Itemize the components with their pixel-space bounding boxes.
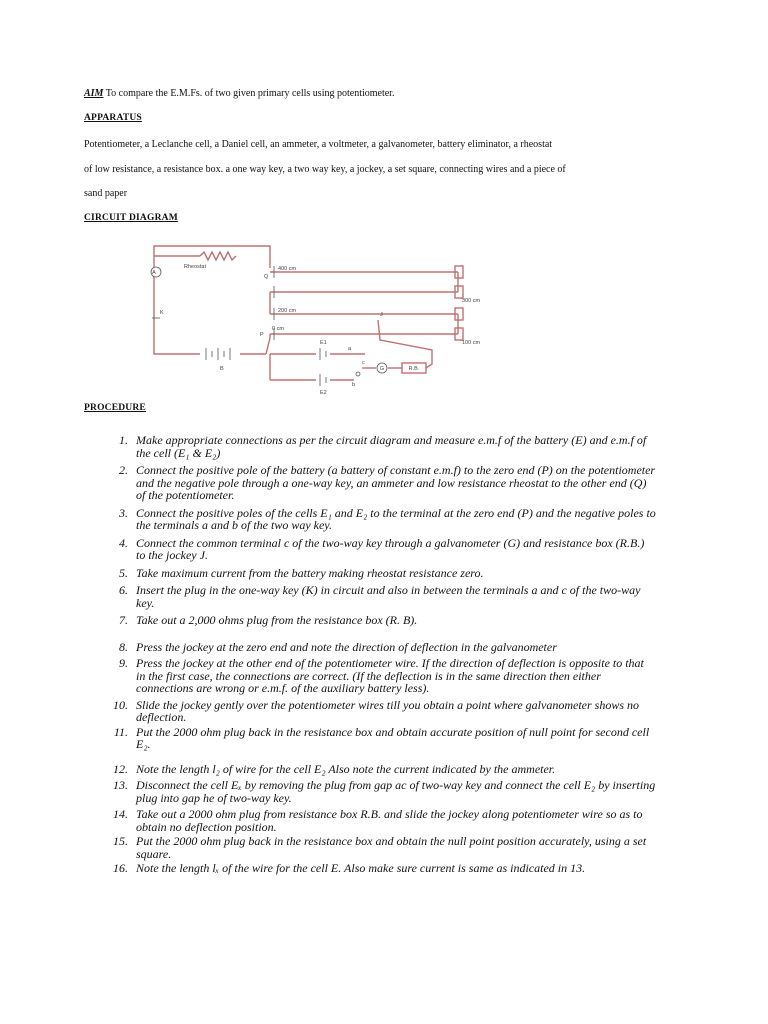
cell-e1-label: E1 bbox=[320, 340, 327, 346]
step-number: 8. bbox=[119, 639, 128, 654]
procedure-heading: PROCEDURE bbox=[84, 403, 146, 413]
apparatus-line-2: of low resistance, a resistance box. a one way key, a two way key, a jockey, a set square, connecting wires and a piece of bbox=[84, 164, 566, 175]
step-text: Disconnect the cell Eₓ by removing the plug from gap ac of two-way key and connect the cell E₂ by inserting plug into gap he of two-way key. bbox=[136, 778, 656, 805]
apparatus-heading: APPARATUS bbox=[84, 113, 142, 123]
step-number: 9. bbox=[119, 656, 128, 670]
label-0cm: 0 cm bbox=[272, 326, 284, 332]
wire-p-junction bbox=[266, 334, 270, 354]
procedure-step bbox=[96, 641, 656, 654]
wire-top bbox=[154, 246, 270, 272]
step-number: 5. bbox=[119, 565, 128, 580]
step-text: Insert the plug in the one-way key (K) in circuit and also in between the terminals a and c of the two-way key. bbox=[136, 583, 641, 610]
step-number: 4. bbox=[119, 535, 128, 550]
terminal-c bbox=[356, 372, 360, 376]
step-text: Take out a 2000 ohm plug from resistance box R.B. and slide the jockey along potentiometer wire so as to obtain no deflection position. bbox=[136, 807, 643, 834]
ammeter-label: A bbox=[152, 270, 156, 276]
aim-line bbox=[84, 88, 394, 99]
procedure-step bbox=[96, 835, 656, 860]
jockey-label: J bbox=[380, 312, 383, 318]
procedure-step bbox=[96, 779, 656, 804]
cell-e2-label: E2 bbox=[320, 390, 327, 396]
point-p-label: P bbox=[260, 332, 264, 338]
step-text: Make appropriate connections as per the circuit diagram and measure e.m.f of the battery (E) and e.m.f of the cell (E₁ & E₂) bbox=[136, 433, 647, 460]
label-300cm: 300 cm bbox=[462, 298, 481, 304]
label-200cm: 200 cm bbox=[278, 308, 297, 314]
aim-label: AIM bbox=[84, 88, 104, 99]
step-number: 14. bbox=[113, 807, 128, 821]
step-text: Connect the positive pole of the battery (a battery of constant e.m.f) to the zero end (P) on the potentiometer and the negative pole through a one-way key, an ammeter and low resistance rheostat to the other end (Q) of the potentiometer. bbox=[136, 463, 656, 502]
step-number: 12. bbox=[113, 761, 128, 776]
step-number: 1. bbox=[119, 433, 128, 447]
terminal-c-label: c bbox=[362, 360, 365, 366]
label-100cm: 100 cm bbox=[462, 340, 481, 346]
rheostat-symbol bbox=[200, 252, 236, 260]
procedure-step bbox=[96, 537, 656, 562]
step-number: 15. bbox=[113, 834, 128, 848]
step-text: Slide the jockey gently over the potentiometer wires till you obtain a point where galvanometer shows no deflection. bbox=[136, 697, 640, 724]
terminal-b-label: b bbox=[352, 382, 356, 388]
step-text: Connect the positive poles of the cells E₁ and E₂ to the terminal at the zero end (P) and the negative poles to the terminals a and b of the two way key. bbox=[136, 505, 656, 532]
step-number: 6. bbox=[119, 583, 128, 597]
step-text: Take maximum current from the battery making rheostat resistance zero. bbox=[136, 565, 484, 580]
aim-text: To compare the E.M.Fs. of two given primary cells using potentiometer. bbox=[103, 88, 395, 99]
step-text: Press the jockey at the other end of the potentiometer wire. If the direction of deflection is opposite to that in the first case, the connections are correct. (If the deflection is in the same direction then either connections are wrong or e.m.f. of the auxiliary battery less). bbox=[136, 656, 644, 695]
procedure-step bbox=[96, 808, 656, 833]
resistance-box-label: R.B. bbox=[408, 366, 420, 372]
step-number: 11. bbox=[113, 724, 128, 739]
galvanometer-label: G bbox=[379, 366, 385, 372]
circuit-diagram-heading: CIRCUIT DIAGRAM bbox=[84, 213, 178, 223]
wire-rb-jockey bbox=[378, 320, 432, 368]
procedure-step bbox=[96, 763, 656, 776]
procedure-step bbox=[96, 726, 656, 751]
procedure-step bbox=[96, 507, 656, 532]
step-number: 2. bbox=[119, 463, 128, 477]
procedure-step bbox=[96, 567, 656, 580]
procedure-step bbox=[96, 699, 656, 724]
step-text: Put the 2000 ohm plug back in the resistance box and obtain accurate position of null point for second cell E₂. bbox=[136, 724, 650, 751]
procedure-step bbox=[96, 584, 656, 609]
procedure-step bbox=[96, 657, 656, 695]
battery-label: B bbox=[220, 366, 224, 372]
step-number: 13. bbox=[113, 778, 128, 792]
step-number: 10. bbox=[113, 697, 128, 712]
step-number: 3. bbox=[119, 505, 128, 520]
procedure-step bbox=[96, 464, 656, 502]
terminal-a-label: a bbox=[348, 346, 352, 352]
step-text: Put the 2000 ohm plug back in the resistance box and obtain the null point position accurately, using a set square. bbox=[136, 834, 647, 861]
apparatus-line-1: Potentiometer, a Leclanche cell, a Daniel cell, an ammeter, a voltmeter, a galvanometer, battery eliminator, a rheostat bbox=[84, 139, 553, 150]
procedure-step bbox=[96, 434, 656, 459]
apparatus-line-3: sand paper bbox=[84, 188, 128, 199]
key-label: K bbox=[160, 310, 164, 316]
step-text: Connect the common terminal c of the two-way key through a galvanometer (G) and resistance box (R.B.) to the jockey J. bbox=[136, 535, 645, 562]
step-text: Note the length lₓ of the wire for the cell E. Also make sure current is same as indicated in 13. bbox=[136, 861, 586, 875]
step-number: 7. bbox=[119, 613, 128, 627]
procedure-list bbox=[96, 434, 656, 875]
procedure-step bbox=[96, 614, 656, 627]
procedure-step bbox=[96, 862, 656, 875]
step-number: 16. bbox=[113, 861, 128, 875]
step-text: Note the length l₂ of wire for the cell E₂ Also note the current indicated by the ammeter. bbox=[136, 761, 556, 776]
point-q-label: Q bbox=[264, 274, 269, 280]
circuit-diagram-svg bbox=[140, 236, 490, 402]
label-400cm: 400 cm bbox=[278, 266, 297, 272]
circuit-diagram bbox=[140, 236, 490, 402]
rheostat-label: Rheostat bbox=[184, 264, 207, 270]
step-text: Take out a 2,000 ohms plug from the resistance box (R. B). bbox=[136, 613, 418, 627]
step-text: Press the jockey at the zero end and note the direction of deflection in the galvanometer bbox=[136, 639, 557, 654]
